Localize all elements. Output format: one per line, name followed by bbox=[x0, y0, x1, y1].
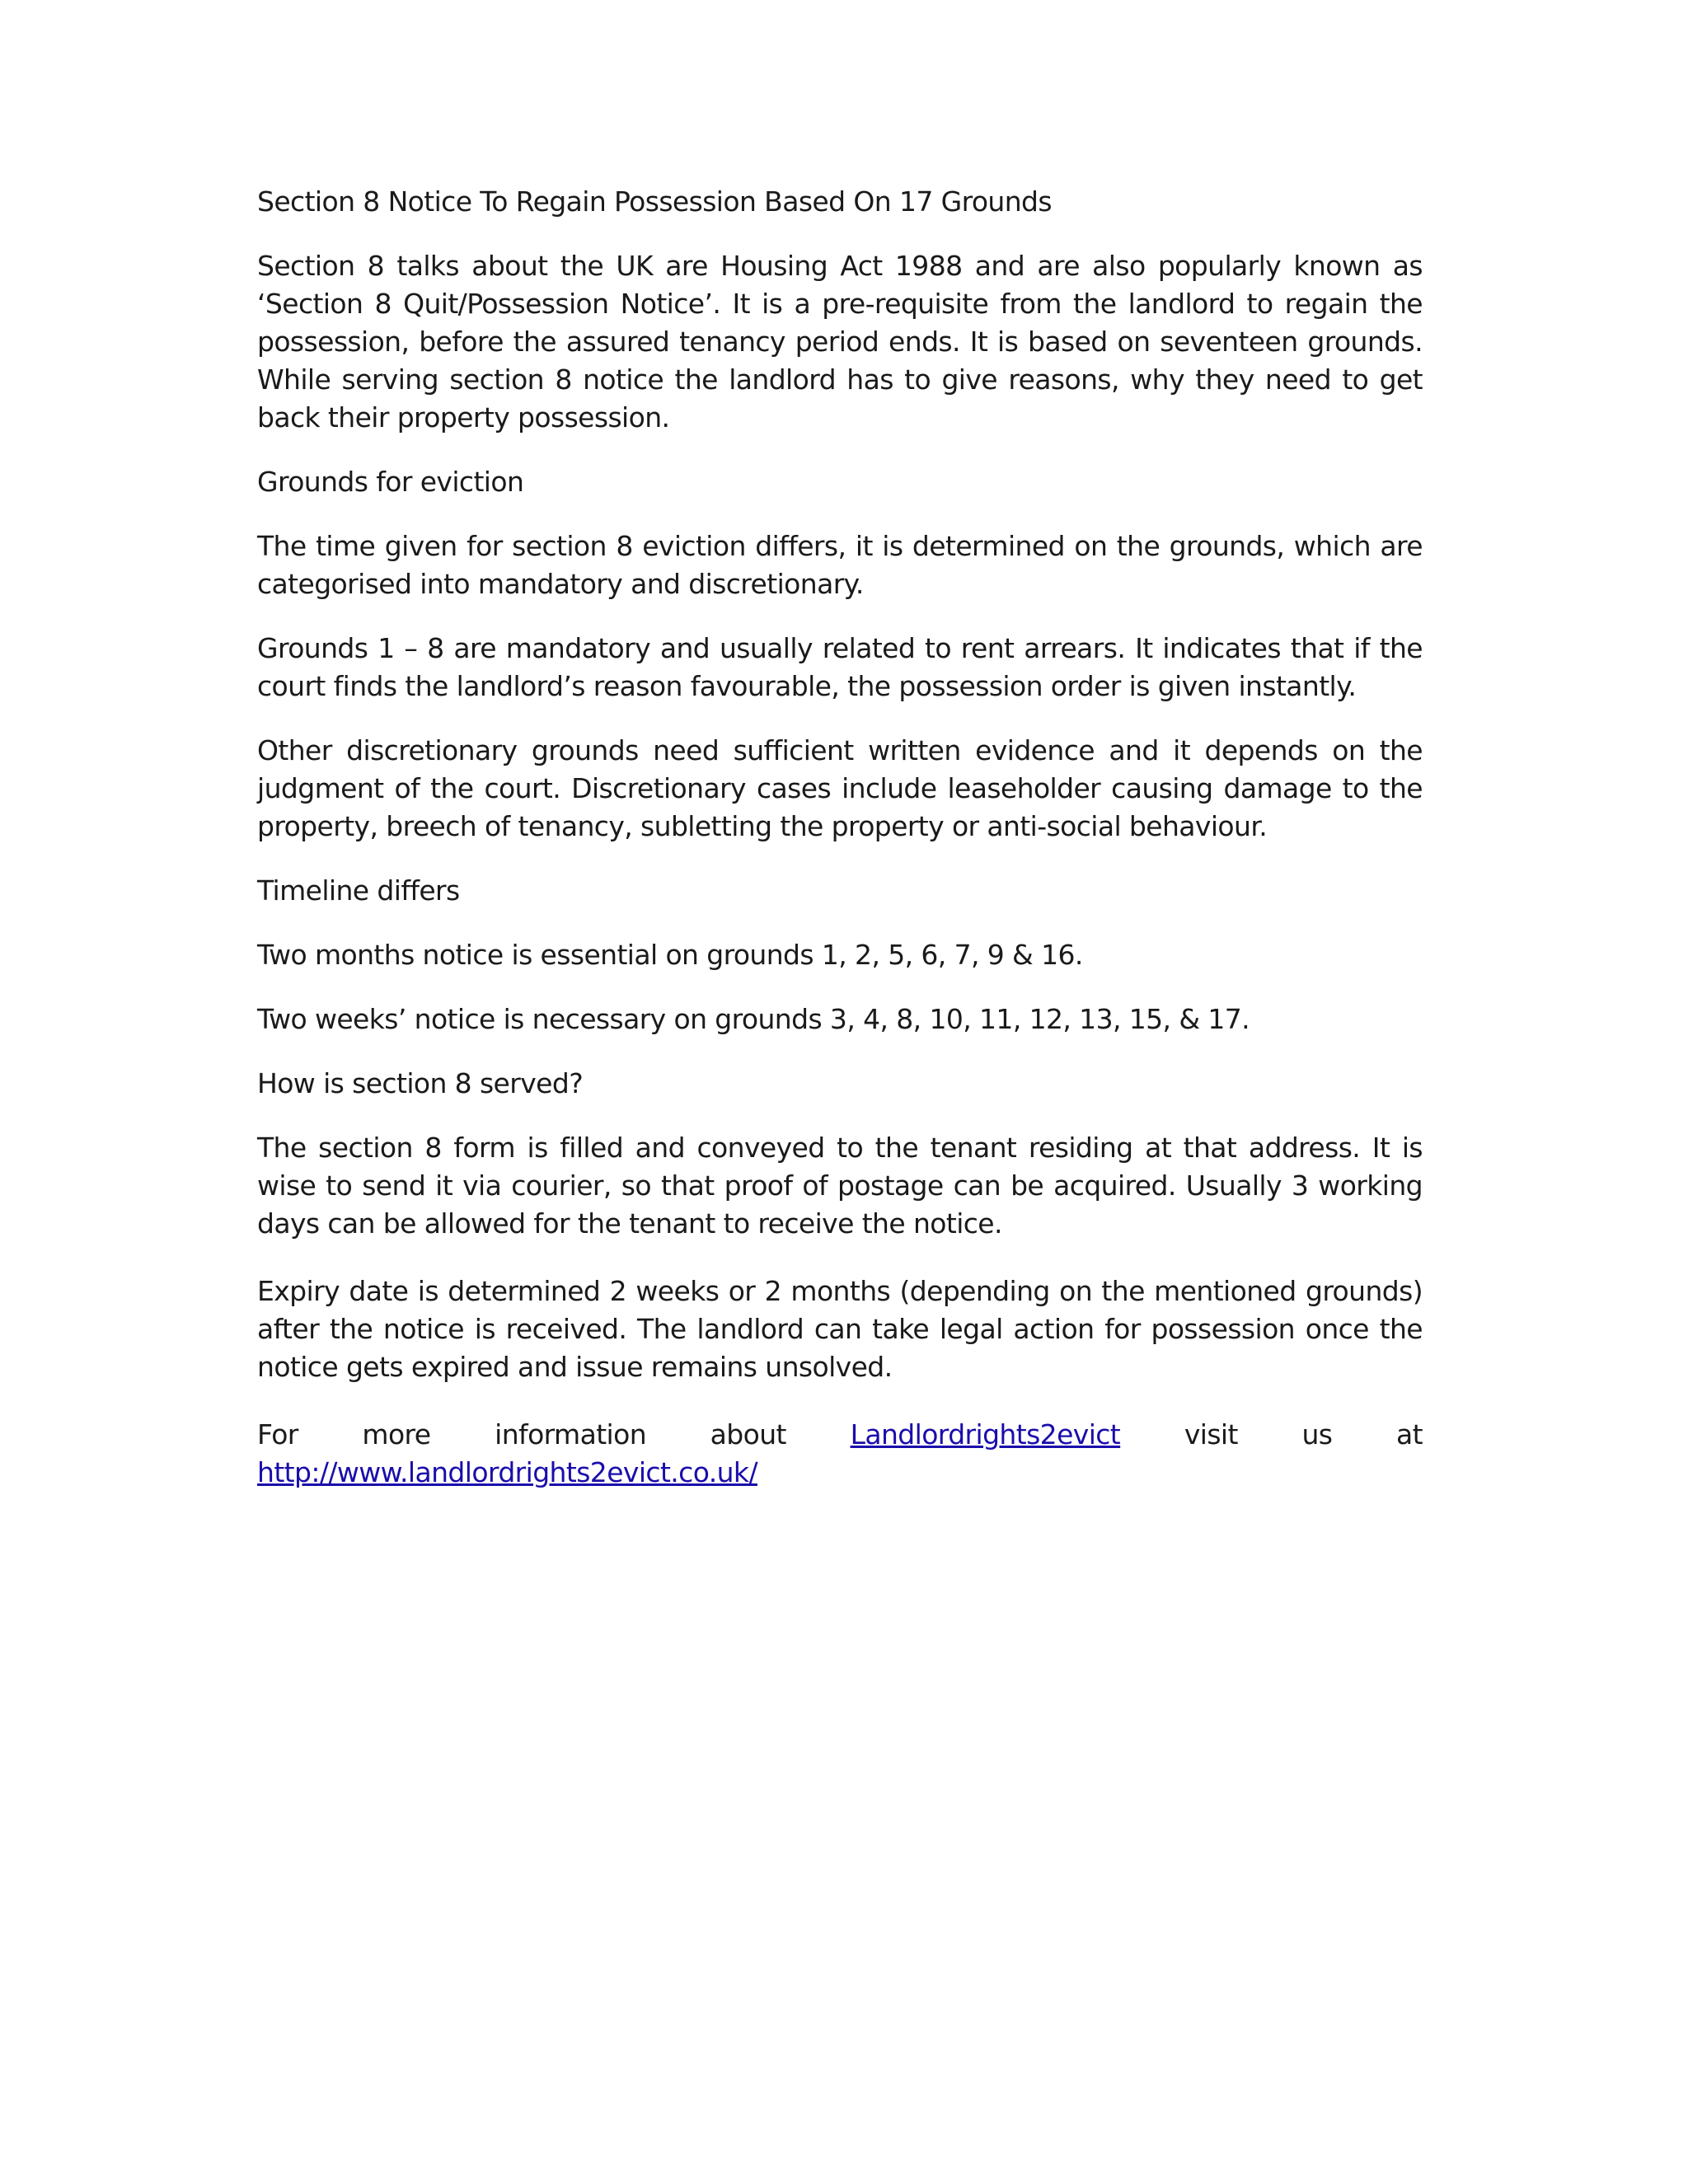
served-heading: How is section 8 served? bbox=[257, 1067, 584, 1099]
grounds-paragraph-1: The time given for section 8 eviction differs, it is determined on the grounds, which are categorised into mandatory and discretionary. bbox=[257, 530, 1423, 600]
website-url-link[interactable]: http://www.landlordrights2evict.co.uk/ bbox=[257, 1456, 757, 1488]
served-paragraph-2: Expiry date is determined 2 weeks or 2 months (depending on the mentioned grounds) after the notice is received. The landlord can take legal action for possession once the notice gets expired and issue remains unsolved. bbox=[257, 1275, 1423, 1383]
closing-line bbox=[257, 1416, 1423, 1454]
closing-url-line bbox=[257, 1454, 1423, 1492]
grounds-paragraph-3: Other discretionary grounds need sufficient written evidence and it depends on the judgment of the court. Discretionary cases include leaseholder causing damage to the property, breech of tenancy, subletting the property or anti-social behaviour. bbox=[257, 734, 1423, 842]
closing-prefix: For more information about bbox=[257, 1418, 786, 1451]
landlordrights2evict-link[interactable]: Landlordrights2evict bbox=[850, 1418, 1121, 1451]
intro-paragraph: Section 8 talks about the UK are Housing Act 1988 and are also popularly known as ‘Section 8 Quit/Possession Notice’. It is a pre-requisite from the landlord to regain the possession, before the assured tenancy period ends. It is based on seventeen grounds. While serving section 8 notice the landlord has to give reasons, why they need to get back their property possession. bbox=[257, 250, 1423, 434]
closing-suffix: visit us at bbox=[1184, 1418, 1423, 1451]
timeline-paragraph-1: Two months notice is essential on grounds 1, 2, 5, 6, 7, 9 & 16. bbox=[257, 939, 1083, 971]
document-title: Section 8 Notice To Regain Possession Based On 17 Grounds bbox=[257, 185, 1053, 218]
grounds-paragraph-2: Grounds 1 – 8 are mandatory and usually related to rent arrears. It indicates that if the court finds the landlord’s reason favourable, the possession order is given instantly. bbox=[257, 632, 1423, 702]
grounds-heading: Grounds for eviction bbox=[257, 466, 524, 498]
document-page bbox=[257, 183, 1423, 1492]
timeline-heading: Timeline differs bbox=[257, 874, 460, 907]
served-paragraph-1: The section 8 form is filled and conveyed to the tenant residing at that address. It is wise to send it via courier, so that proof of postage can be acquired. Usually 3 working days can be allowed for the tenant to receive the notice. bbox=[257, 1132, 1423, 1240]
timeline-paragraph-2: Two weeks’ notice is necessary on grounds 3, 4, 8, 10, 11, 12, 13, 15, & 17. bbox=[257, 1003, 1250, 1035]
